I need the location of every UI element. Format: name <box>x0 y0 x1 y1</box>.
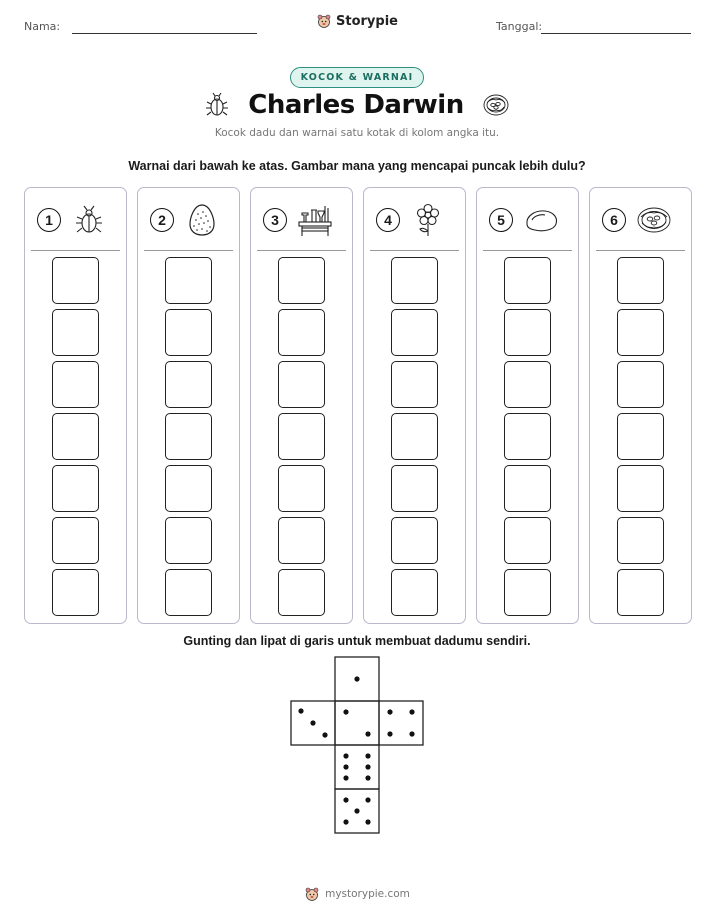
column-2 <box>137 187 240 624</box>
color-box[interactable] <box>52 413 99 460</box>
column-6 <box>589 187 692 624</box>
date-label: Tanggal: <box>496 20 543 33</box>
nest-icon <box>636 202 672 238</box>
column-number: 1 <box>37 208 61 232</box>
subtitle: Kocok dadu dan warnai satu kotak di kolom angka itu. <box>214 127 500 139</box>
color-box[interactable] <box>504 517 551 564</box>
color-box[interactable] <box>504 257 551 304</box>
color-box[interactable] <box>504 361 551 408</box>
color-box[interactable] <box>278 361 325 408</box>
color-box[interactable] <box>504 569 551 616</box>
color-box[interactable] <box>391 517 438 564</box>
storypie-mascot-icon <box>316 13 332 29</box>
flower-icon <box>410 202 446 238</box>
color-box[interactable] <box>391 413 438 460</box>
color-box[interactable] <box>504 413 551 460</box>
color-box[interactable] <box>391 569 438 616</box>
color-box[interactable] <box>165 465 212 512</box>
color-box[interactable] <box>504 465 551 512</box>
column-5 <box>476 187 579 624</box>
color-box[interactable] <box>391 257 438 304</box>
die-face-5[interactable] <box>335 789 379 833</box>
storypie-mascot-icon <box>304 886 320 902</box>
brand-name: Storypie <box>336 13 398 29</box>
color-box[interactable] <box>278 309 325 356</box>
beetle-icon <box>204 92 230 118</box>
color-box[interactable] <box>617 569 664 616</box>
color-box[interactable] <box>617 517 664 564</box>
instruction-text: Warnai dari bawah ke atas. Gambar mana yang mencapai puncak lebih dulu? <box>128 159 586 173</box>
column-number: 4 <box>376 208 400 232</box>
column-3 <box>250 187 353 624</box>
color-box[interactable] <box>52 257 99 304</box>
color-box[interactable] <box>165 517 212 564</box>
color-box[interactable] <box>52 569 99 616</box>
color-box[interactable] <box>278 517 325 564</box>
title-row <box>0 90 714 120</box>
column-number: 5 <box>489 208 513 232</box>
color-box[interactable] <box>165 569 212 616</box>
color-box[interactable] <box>391 361 438 408</box>
coloring-columns <box>24 187 690 624</box>
footer-url: mystorypie.com <box>325 888 410 900</box>
die-face-3[interactable] <box>291 701 335 745</box>
color-box[interactable] <box>165 361 212 408</box>
color-box[interactable] <box>391 465 438 512</box>
nest-icon <box>482 92 510 118</box>
egg-icon <box>184 202 220 238</box>
cut-instruction: Gunting dan lipat di garis untuk membuat dadumu sendiri. <box>183 634 531 648</box>
column-number: 6 <box>602 208 626 232</box>
color-box[interactable] <box>52 309 99 356</box>
color-box[interactable] <box>278 465 325 512</box>
footer <box>0 886 714 902</box>
stone-icon <box>523 202 559 238</box>
page-title: Charles Darwin <box>248 90 464 120</box>
color-box[interactable] <box>52 361 99 408</box>
color-box[interactable] <box>52 465 99 512</box>
beetle-icon <box>71 202 107 238</box>
color-box[interactable] <box>165 413 212 460</box>
color-box[interactable] <box>278 569 325 616</box>
color-box[interactable] <box>165 257 212 304</box>
color-box[interactable] <box>617 309 664 356</box>
die-face-1[interactable] <box>335 657 379 701</box>
color-box[interactable] <box>278 413 325 460</box>
brand-logo <box>0 13 714 29</box>
name-label: Nama: <box>24 20 61 33</box>
color-box[interactable] <box>617 413 664 460</box>
color-box[interactable] <box>391 309 438 356</box>
date-line[interactable] <box>541 33 691 34</box>
name-line[interactable] <box>72 33 257 34</box>
column-1 <box>24 187 127 624</box>
die-face-4[interactable] <box>379 701 423 745</box>
lab-table-icon <box>297 202 333 238</box>
color-box[interactable] <box>52 517 99 564</box>
color-box[interactable] <box>165 309 212 356</box>
die-face-6[interactable] <box>335 745 379 789</box>
column-4 <box>363 187 466 624</box>
color-box[interactable] <box>617 361 664 408</box>
color-box[interactable] <box>617 465 664 512</box>
color-box[interactable] <box>617 257 664 304</box>
die-face-2[interactable] <box>335 701 379 745</box>
color-box[interactable] <box>504 309 551 356</box>
column-number: 2 <box>150 208 174 232</box>
color-box[interactable] <box>278 257 325 304</box>
activity-badge: KOCOK & WARNAI <box>290 67 425 88</box>
column-number: 3 <box>263 208 287 232</box>
